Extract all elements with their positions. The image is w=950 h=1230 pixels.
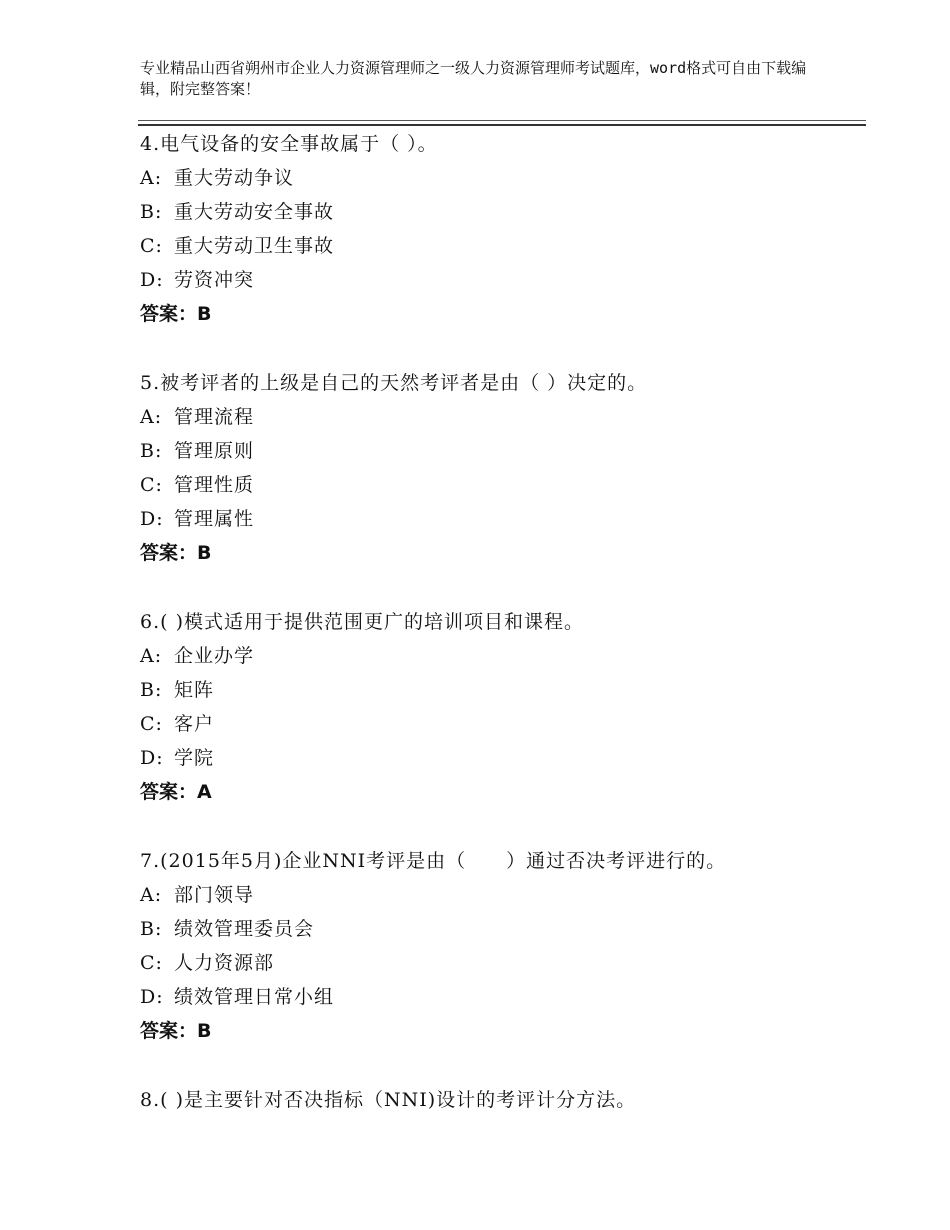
option-text: 管理原则 — [174, 440, 255, 462]
header-divider-thin — [138, 120, 866, 121]
option-c — [140, 707, 860, 741]
option-key: A: — [140, 406, 163, 428]
question-list — [140, 127, 860, 1152]
question-item — [140, 605, 860, 809]
question-number: 6. — [140, 611, 161, 633]
option-b — [140, 434, 860, 468]
option-key: C: — [140, 952, 163, 974]
option-key: B: — [140, 918, 163, 940]
question-number: 8. — [140, 1089, 161, 1111]
answer-line: 答案：B — [140, 542, 212, 564]
option-b — [140, 195, 860, 229]
option-key: C: — [140, 713, 163, 735]
option-text: 管理属性 — [174, 508, 255, 530]
option-text: 绩效管理委员会 — [174, 918, 315, 940]
option-text: 管理性质 — [174, 474, 255, 496]
answer-line: 答案：A — [140, 781, 212, 803]
option-text: 绩效管理日常小组 — [174, 986, 335, 1008]
option-text: 学院 — [174, 747, 215, 769]
option-text: 劳资冲突 — [174, 269, 255, 291]
option-key: B: — [140, 201, 163, 223]
option-key: C: — [140, 474, 163, 496]
option-key: D: — [140, 747, 164, 769]
option-b — [140, 673, 860, 707]
question-text: ( )模式适用于提供范围更广的培训项目和课程。 — [160, 611, 585, 633]
question-item — [140, 844, 860, 1048]
question-stem — [140, 844, 860, 878]
option-key: B: — [140, 440, 163, 462]
question-text: ( )是主要针对否决指标（NNI)设计的考评计分方法。 — [160, 1089, 637, 1111]
answer-line: 答案：B — [140, 303, 212, 325]
option-text: 人力资源部 — [174, 952, 275, 974]
question-item — [140, 366, 860, 570]
option-d — [140, 741, 860, 775]
document-header: 专业精品山西省朔州市企业人力资源管理师之一级人力资源管理师考试题库，word格式可自由下载编辑，附完整答案！ — [140, 59, 807, 98]
option-text: 企业办学 — [174, 645, 255, 667]
question-item — [140, 127, 860, 331]
header-divider-thick — [138, 124, 866, 126]
option-text: 部门领导 — [174, 884, 255, 906]
option-a — [140, 161, 860, 195]
option-d — [140, 980, 860, 1014]
question-stem — [140, 1083, 860, 1117]
option-key: D: — [140, 508, 164, 530]
option-key: A: — [140, 884, 163, 906]
option-a — [140, 400, 860, 434]
option-text: 重大劳动安全事故 — [174, 201, 335, 223]
option-b — [140, 912, 860, 946]
question-number: 7. — [140, 850, 161, 872]
option-c — [140, 229, 860, 263]
option-c — [140, 946, 860, 980]
option-key: A: — [140, 167, 163, 189]
option-text: 重大劳动卫生事故 — [174, 235, 335, 257]
answer-line: 答案：B — [140, 1020, 212, 1042]
option-text: 管理流程 — [174, 406, 255, 428]
option-key: D: — [140, 269, 164, 291]
question-number: 4. — [140, 133, 161, 155]
option-key: C: — [140, 235, 163, 257]
option-a — [140, 878, 860, 912]
option-key: A: — [140, 645, 163, 667]
question-text: 被考评者的上级是自己的天然考评者是由（ ）决定的。 — [160, 372, 648, 394]
question-stem — [140, 605, 860, 639]
option-text: 重大劳动争议 — [174, 167, 295, 189]
option-key: D: — [140, 986, 164, 1008]
option-c — [140, 468, 860, 502]
option-d — [140, 502, 860, 536]
option-text: 矩阵 — [174, 679, 215, 701]
option-key: B: — [140, 679, 163, 701]
option-text: 客户 — [174, 713, 215, 735]
option-d — [140, 263, 860, 297]
question-item — [140, 1083, 860, 1117]
question-number: 5. — [140, 372, 161, 394]
question-stem — [140, 366, 860, 400]
question-text: 电气设备的安全事故属于（ ）。 — [160, 133, 438, 155]
question-text: (2015年5月)企业NNI考评是由（ ）通过否决考评进行的。 — [160, 850, 727, 872]
option-a — [140, 639, 860, 673]
question-stem — [140, 127, 860, 161]
